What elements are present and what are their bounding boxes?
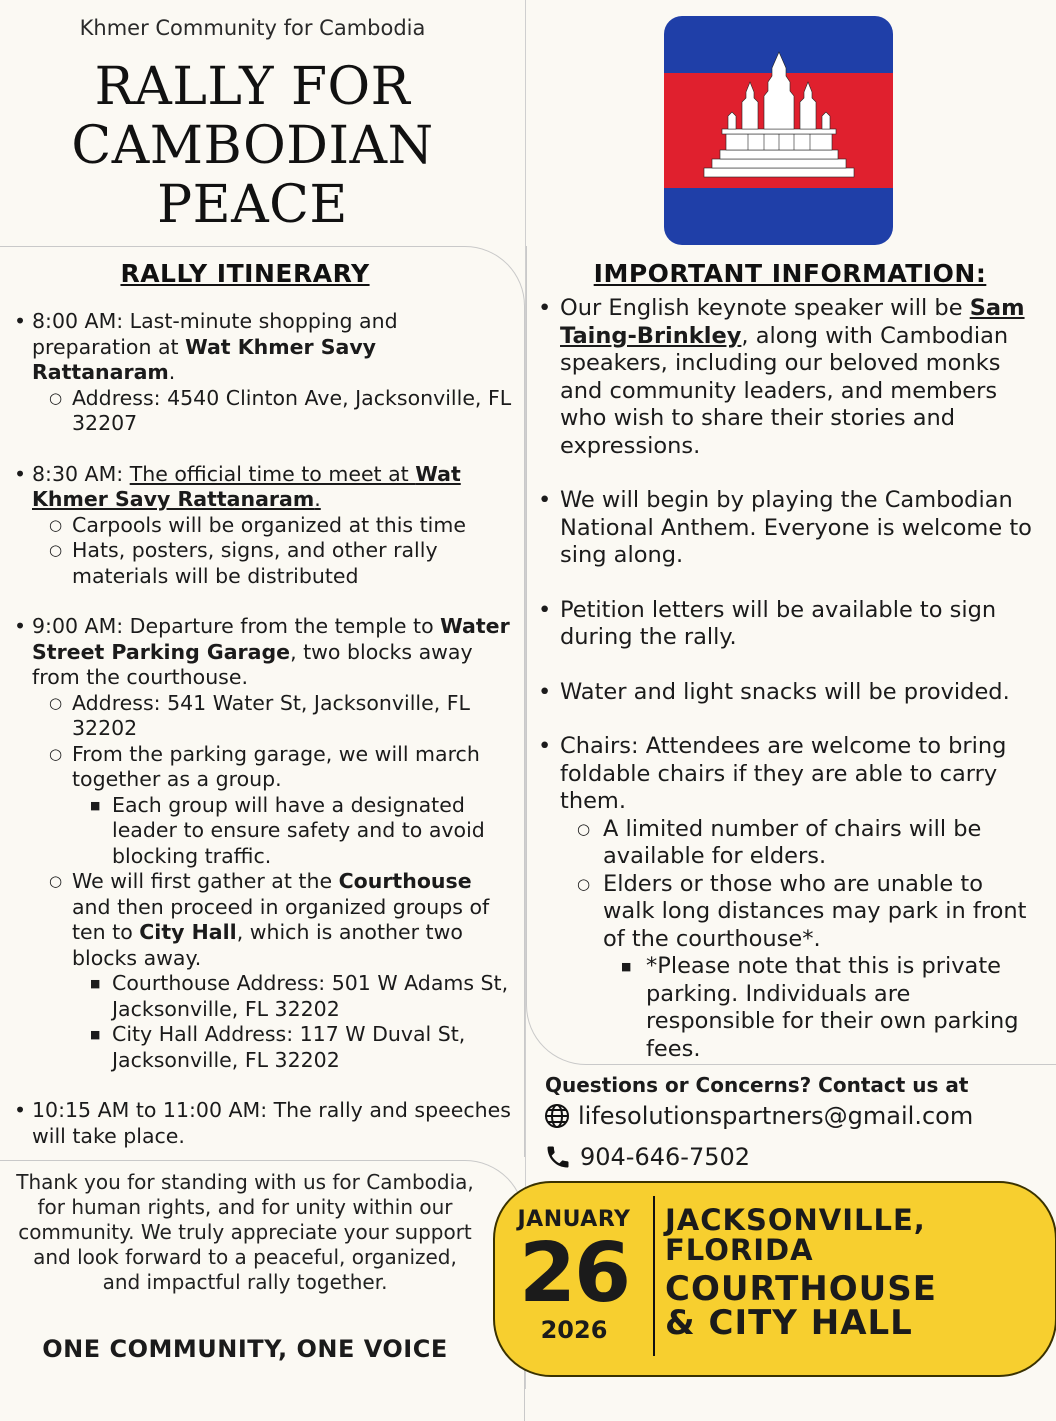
list-item: • 8:30 AM: The official time to meet at Wat Khmer Savy Rattanaram. ○ Carpools will be organized at this time ○ Hats, posters, signs, and other rally materials will be distributed bbox=[10, 462, 515, 590]
temple-name: Wat Khmer Savy Rattanaram bbox=[32, 334, 377, 384]
list-item: ○ From the parking garage, we will march together as a group. ■ Each group will have a designated leader to ensure safety and to avoid blocking traffic. bbox=[32, 742, 515, 870]
list-item: ■ Each group will have a designated leader to ensure safety and to avoid blocking traffic. bbox=[72, 793, 515, 870]
email-link[interactable]: lifesolutionspartners@gmail.com bbox=[578, 1102, 974, 1130]
organization-name: Khmer Community for Cambodia bbox=[79, 16, 426, 40]
itinerary-list bbox=[10, 309, 515, 1149]
info-list bbox=[532, 295, 1040, 1063]
globe-icon bbox=[544, 1103, 570, 1129]
garage-name: Water Street Parking Garage bbox=[32, 614, 510, 664]
title-line: PEACE bbox=[157, 175, 348, 235]
thank-you-message: Thank you for standing with us for Cambodia, for human rights, and for unity within our community. We truly appreciate your support and look forward to a peaceful, organized, and impactful rally together. bbox=[16, 1170, 474, 1294]
email-row bbox=[544, 1102, 973, 1130]
list-item: ○ Address: 541 Water St, Jacksonville, FL 32202 bbox=[32, 691, 515, 742]
list-item: ■ Courthouse Address: 501 W Adams St, Jacksonville, FL 32202 bbox=[72, 971, 515, 1022]
list-item: ○ Carpools will be organized at this time bbox=[32, 513, 515, 539]
page-title bbox=[0, 58, 505, 235]
list-item: ○ Elders or those who are unable to walk long distances may park in front of the courthouse*. ■ *Please note that this is private parking. Individuals are responsible for their own parking fees. bbox=[560, 871, 1040, 1064]
list-item: • 9:00 AM: Departure from the temple to Water Street Parking Garage, two blocks away from the courthouse. ○ Address: 541 Water St, Jacksonville, FL 32202 ○ From the parking garage, we will march together as a group. ■ Each group will have a designated leader to ensure safety and to avoid blocking traffic. ○ We will first gather at the Courthouse and then proceed in organized groups of ten to City Hall, which is another two blocks away. ■ Courthouse Address: 501 W Adams St, Jacksonville, FL 32202 ■ City Hall Address: 117 W Duval St, Jacksonville, FL 32202 bbox=[10, 614, 515, 1073]
speaker-name: Sam Taing-Brinkley bbox=[560, 295, 1025, 349]
event-year: 2026 bbox=[540, 1316, 608, 1344]
cambodia-flag bbox=[664, 16, 893, 245]
list-item: ○ Address: 4540 Clinton Ave, Jacksonville, FL 32207 bbox=[32, 386, 515, 437]
list-item: ○ A limited number of chairs will be available for elders. bbox=[560, 816, 1040, 871]
event-venue: COURTHOUSE & CITY HALL bbox=[665, 1269, 937, 1343]
list-item: • Petition letters will be available to sign during the rally. bbox=[532, 597, 1040, 652]
title-line: RALLY FOR bbox=[94, 57, 411, 117]
event-day: 26 bbox=[518, 1226, 630, 1321]
cambodia-flag-icon bbox=[664, 16, 893, 245]
phone-row bbox=[544, 1143, 750, 1171]
list-item: • 8:00 AM: Last-minute shopping and preparation at Wat Khmer Savy Rattanaram. ○ Address: 4540 Clinton Ave, Jacksonville, FL 32207 bbox=[10, 309, 515, 437]
list-item: ○ Hats, posters, signs, and other rally materials will be distributed bbox=[32, 538, 515, 589]
list-item: ■ *Please note that this is private parking. Individuals are responsible for their own parking fees. bbox=[603, 953, 1040, 1063]
phone-icon bbox=[544, 1143, 572, 1171]
title-line: CAMBODIAN bbox=[71, 116, 434, 176]
list-item: ■ City Hall Address: 117 W Duval St, Jacksonville, FL 32202 bbox=[72, 1022, 515, 1073]
list-item: • Our English keynote speaker will be Sam Taing-Brinkley, along with Cambodian speakers, including our beloved monks and community leaders, and members who wish to share their stories and expressions. bbox=[532, 295, 1040, 460]
temple-name: Wat Khmer Savy Rattanaram bbox=[32, 461, 461, 511]
event-month: JANUARY bbox=[517, 1207, 631, 1232]
info-heading: IMPORTANT INFORMATION: bbox=[593, 259, 987, 288]
list-item: • 10:15 AM to 11:00 AM: The rally and speeches will take place. bbox=[10, 1098, 515, 1149]
motto: ONE COMMUNITY, ONE VOICE bbox=[42, 1335, 448, 1363]
list-item: ○ We will first gather at the Courthouse and then proceed in organized groups of ten to City Hall, which is another two blocks away. ■ Courthouse Address: 501 W Adams St, Jacksonville, FL 32202 ■ City Hall Address: 117 W Duval St, Jacksonville, FL 32202 bbox=[32, 869, 515, 1073]
list-item: • Chairs: Attendees are welcome to bring foldable chairs if they are able to carry them. ○ A limited number of chairs will be available for elders. ○ Elders or those who are unable to walk long distances may park in front of the courthouse*. ■ *Please note that this is private parking. Individuals are responsible for their own parking fees. bbox=[532, 733, 1040, 1063]
list-item: • Water and light snacks will be provided. bbox=[532, 679, 1040, 707]
list-item: • We will begin by playing the Cambodian National Anthem. Everyone is welcome to sing along. bbox=[532, 487, 1040, 570]
contact-heading: Questions or Concerns? Contact us at bbox=[545, 1073, 969, 1097]
itinerary-heading: RALLY ITINERARY bbox=[120, 259, 370, 288]
phone-number[interactable]: 904-646-7502 bbox=[580, 1143, 751, 1171]
event-city: JACKSONVILLE, FLORIDA bbox=[665, 1203, 926, 1267]
badge-divider bbox=[653, 1196, 655, 1356]
